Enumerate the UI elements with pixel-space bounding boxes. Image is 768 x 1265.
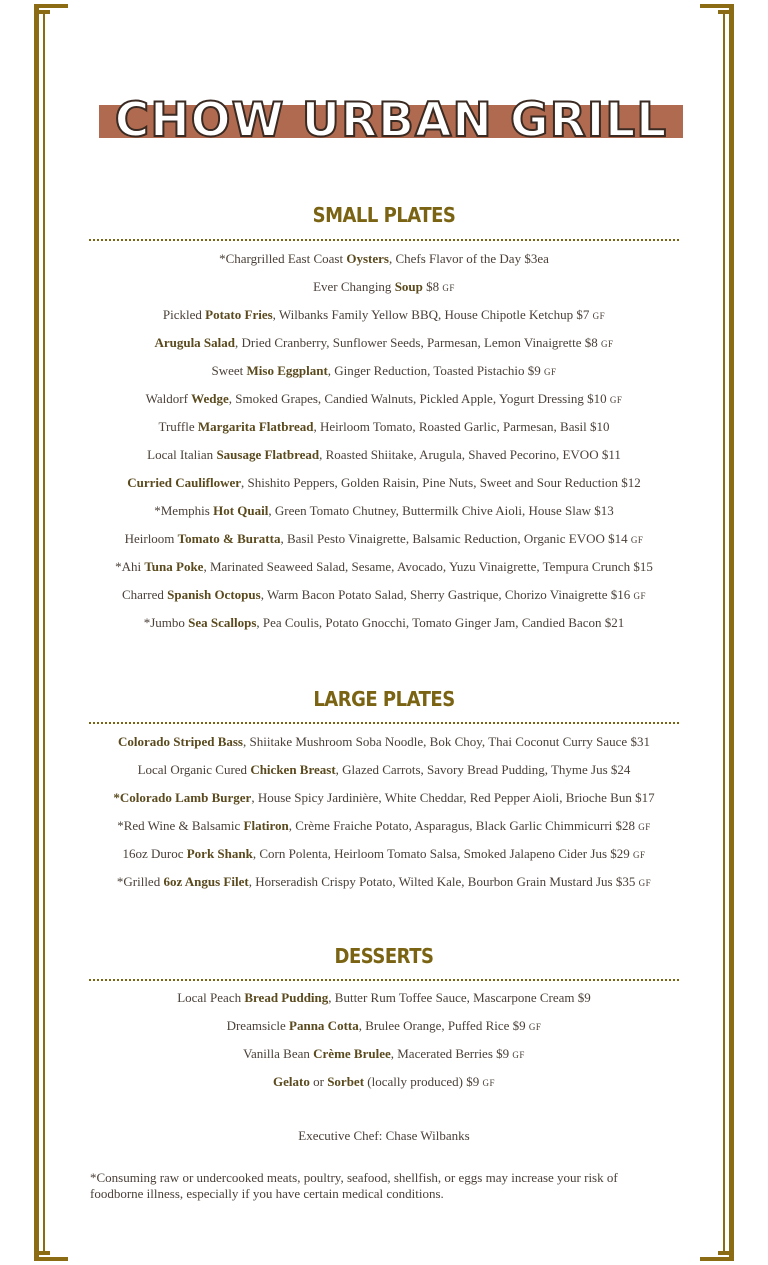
item-description: , Pea Coulis, Potato Gnocchi, Tomato Ginger Jam, Candied Bacon $21 [256,615,625,630]
item-name: Sausage Flatbread [216,447,320,462]
gluten-free-tag: GF [512,1050,525,1060]
item-name: Tuna Poke [144,559,204,574]
gluten-free-tag: GF [601,339,614,349]
item-description: , Ginger Reduction, Toasted Pistachio $9 [327,363,541,378]
menu-item [60,868,708,896]
item-description: , Glazed Carrots, Savory Bread Pudding, Thyme Jus $24 [335,762,631,777]
gluten-free-tag: GF [609,395,623,405]
item-description: , Marinated Seaweed Salad, Sesame, Avocado, Yuzu Vinaigrette, Tempura Crunch $15 [203,559,653,574]
gluten-free-tag: GF [630,535,644,545]
menu-item [60,581,708,609]
item-description: , Green Tomato Chutney, Buttermilk Chive Aioli, House Slaw $13 [268,503,614,518]
small-plates-heading: SMALL PLATES [312,203,456,228]
item-description: or [309,1074,328,1089]
item-name: Flatiron [243,818,289,833]
item-prefix: Dreamsicle [226,1018,290,1033]
item-name: Miso Eggplant [246,363,328,378]
menu-item [60,1068,708,1096]
gluten-free-tag: GF [592,311,606,321]
item-name: Soup [394,279,423,294]
item-name: Bread Pudding [244,990,329,1005]
item-description: , Dried Cranberry, Sunflower Seeds, Parmesan, Lemon Vinaigrette $8 [235,335,598,350]
gluten-free-tag: GF [528,1022,542,1032]
restaurant-title: CHOW URBAN GRILL [114,93,668,148]
large-plates-divider [89,722,679,724]
item-prefix: Ever Changing [313,279,395,294]
menu-item [60,469,708,497]
item-description: , House Spicy Jardinière, White Cheddar, Red Pepper Aioli, Brioche Bun $17 [251,790,655,805]
item-prefix: Vanilla Bean [243,1046,314,1061]
item-name: Panna Cotta [289,1018,359,1033]
item-name: Wedge [191,391,229,406]
item-name: Sea Scallops [188,615,257,630]
item-prefix: Sweet [211,363,247,378]
item-description: , Brulee Orange, Puffed Rice $9 [358,1018,526,1033]
menu-item [60,301,708,329]
item-name: Spanish Octopus [167,587,261,602]
gluten-free-tag: GF [442,283,455,293]
item-prefix: Heirloom [124,531,178,546]
item-description: , Roasted Shiitake, Arugula, Shaved Pecorino, EVOO $11 [319,447,621,462]
menu-item [60,413,708,441]
menu-item [60,728,708,756]
menu-item [60,357,708,385]
item-prefix: Local Italian [147,447,217,462]
large-plates-heading: LARGE PLATES [313,687,455,712]
item-name: Sorbet [327,1074,365,1089]
item-name: Colorado Striped Bass [118,734,243,749]
item-name: Crème Brulee [313,1046,391,1061]
item-prefix: *Grilled [116,874,164,889]
small-plates-list [60,245,708,637]
menu-item [60,784,708,812]
item-name: *Colorado Lamb Burger [113,790,252,805]
menu-item [60,1012,708,1040]
large-plates-list [60,728,708,896]
gluten-free-tag: GF [633,591,647,601]
gluten-free-tag: GF [544,367,557,377]
item-description: (locally produced) $9 [364,1074,480,1089]
item-name: Arugula Salad [154,335,236,350]
item-name: Chicken Breast [250,762,336,777]
menu-item [60,525,708,553]
item-prefix: Local Peach [177,990,245,1005]
menu-item [60,812,708,840]
menu-item [60,273,708,301]
item-description: , Butter Rum Toffee Sauce, Mascarpone Cream $9 [328,990,591,1005]
item-description: , Smoked Grapes, Candied Walnuts, Pickled Apple, Yogurt Dressing $10 [228,391,607,406]
menu-item [60,245,708,273]
gluten-free-tag: GF [482,1078,495,1088]
food-safety-disclaimer: *Consuming raw or undercooked meats, poultry, seafood, shellfish, or eggs may increase your risk of foodborne illness, especially if you have certain medical conditions. [90,1170,618,1201]
item-prefix: Pickled [162,307,206,322]
menu-item [60,441,708,469]
item-description: , Horseradish Crispy Potato, Wilted Kale, Bourbon Grain Mustard Jus $35 [248,874,636,889]
item-name: Tomato & Buratta [177,531,281,546]
item-name: Oysters [346,251,389,266]
item-prefix: 16oz Duroc [122,846,187,861]
menu-item [60,553,708,581]
menu-item [60,840,708,868]
menu-item [60,385,708,413]
menu-item [60,756,708,784]
item-prefix: *Ahi [115,559,145,574]
item-prefix: *Red Wine & Balsamic [117,818,244,833]
menu-item [60,609,708,637]
item-name: Hot Quail [213,503,269,518]
item-name: 6oz Angus Filet [163,874,249,889]
desserts-divider [89,979,679,981]
item-name: Gelato [273,1074,310,1089]
menu-item [60,1040,708,1068]
item-name: Potato Fries [205,307,273,322]
item-name: Curried Cauliflower [127,475,241,490]
gluten-free-tag: GF [633,850,646,860]
item-description: , Basil Pesto Vinaigrette, Balsamic Reduction, Organic EVOO $14 [280,531,628,546]
item-description: , Shiitake Mushroom Soba Noodle, Bok Choy, Thai Coconut Curry Sauce $31 [243,734,650,749]
item-prefix: Truffle [158,419,198,434]
item-description: , Macerated Berries $9 [390,1046,510,1061]
item-description: , Crème Fraiche Potato, Asparagus, Black Garlic Chimmicurri $28 [288,818,636,833]
menu-item [60,984,708,1012]
item-description: , Warm Bacon Potato Salad, Sherry Gastrique, Chorizo Vinaigrette $16 [260,587,631,602]
item-prefix: Local Organic Cured [137,762,251,777]
item-prefix: *Chargrilled East Coast [219,251,347,266]
gluten-free-tag: GF [638,878,652,888]
item-description: , Heirloom Tomato, Roasted Garlic, Parmesan, Basil $10 [313,419,610,434]
small-plates-divider [89,239,679,241]
item-prefix: Waldorf [145,391,192,406]
item-name: Pork Shank [186,846,253,861]
item-description: , Chefs Flavor of the Day $3ea [388,251,549,266]
desserts-heading: DESSERTS [334,944,434,969]
gluten-free-tag: GF [638,822,651,832]
item-name: Margarita Flatbread [197,419,314,434]
item-prefix: *Jumbo [143,615,189,630]
executive-chef: Executive Chef: Chase Wilbanks [298,1128,470,1143]
item-description: , Corn Polenta, Heirloom Tomato Salsa, Smoked Jalapeno Cider Jus $29 [252,846,630,861]
item-description: $8 [422,279,440,294]
menu-item [60,329,708,357]
item-description: , Shishito Peppers, Golden Raisin, Pine Nuts, Sweet and Sour Reduction $12 [241,475,641,490]
item-description: , Wilbanks Family Yellow BBQ, House Chipotle Ketchup $7 [272,307,590,322]
menu-item [60,497,708,525]
item-prefix: *Memphis [154,503,214,518]
desserts-list [60,984,708,1096]
item-prefix: Charred [121,587,168,602]
